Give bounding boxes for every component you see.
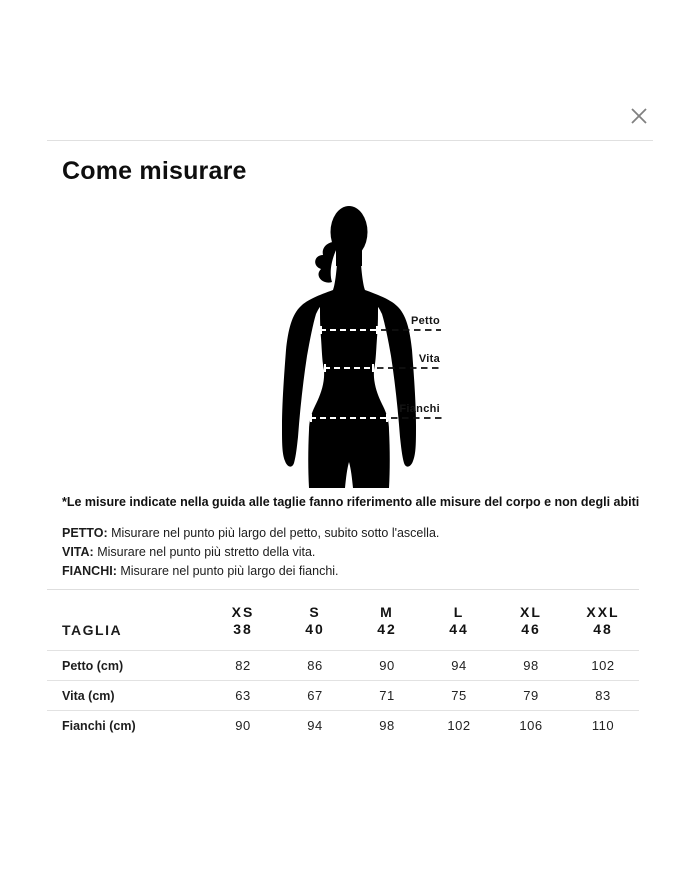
column-header-xxl <box>567 590 639 651</box>
cell-value: 102 <box>591 658 615 673</box>
cell-value: 106 <box>519 718 543 733</box>
header-divider <box>47 140 653 141</box>
cell-value: 82 <box>235 658 251 673</box>
size-label: M <box>380 604 394 620</box>
size-label: XXL <box>586 604 620 620</box>
cell-value: 90 <box>379 658 395 673</box>
cell-value: 90 <box>235 718 251 733</box>
cell-value: 94 <box>307 718 323 733</box>
row-label-vita: Vita (cm) <box>62 688 115 703</box>
instruction-vita <box>62 543 439 562</box>
measurement-note: *Le misure indicate nella guida alle taglie fanno riferimento alle misure del corpo e non degli abiti <box>62 495 640 509</box>
instruction-text-vita: Misurare nel punto più stretto della vita. <box>97 545 316 559</box>
instruction-petto <box>62 524 439 543</box>
size-number: 46 <box>521 621 541 637</box>
cell-value: 79 <box>523 688 539 703</box>
table-row-fianchi <box>47 711 639 741</box>
row-label-fianchi: Fianchi (cm) <box>62 718 136 733</box>
cell-value: 75 <box>451 688 467 703</box>
cell-value: 86 <box>307 658 323 673</box>
cell-value: 63 <box>235 688 251 703</box>
size-label: XL <box>520 604 542 620</box>
cell-value: 94 <box>451 658 467 673</box>
figure-label-vita: Vita <box>418 353 440 365</box>
column-header-m <box>351 590 423 651</box>
body-silhouette-image <box>278 198 448 488</box>
figure-label-petto: Petto <box>411 315 440 327</box>
size-number: 42 <box>377 621 397 637</box>
size-table-header-row <box>47 590 639 651</box>
size-number: 48 <box>593 621 613 637</box>
size-label: S <box>309 604 321 620</box>
close-button[interactable] <box>626 103 652 129</box>
table-row-vita <box>47 681 639 711</box>
column-header-xs <box>207 590 279 651</box>
column-header-xl <box>495 590 567 651</box>
table-row-petto <box>47 651 639 681</box>
instruction-text-fianchi: Misurare nel punto più largo dei fianchi. <box>120 564 339 578</box>
measurement-instructions <box>62 524 439 581</box>
cell-value: 83 <box>595 688 611 703</box>
size-number: 38 <box>233 621 253 637</box>
measurement-figure <box>278 198 448 488</box>
size-label: L <box>453 604 465 620</box>
cell-value: 98 <box>379 718 395 733</box>
close-icon <box>629 106 649 126</box>
size-label: XS <box>231 604 255 620</box>
column-header-s <box>279 590 351 651</box>
size-number: 40 <box>305 621 325 637</box>
instruction-term-petto: PETTO: <box>62 526 108 540</box>
size-table-container <box>47 589 653 740</box>
size-number: 44 <box>449 621 469 637</box>
row-label-petto: Petto (cm) <box>62 658 124 673</box>
cell-value: 98 <box>523 658 539 673</box>
cell-value: 67 <box>307 688 323 703</box>
instruction-fianchi <box>62 562 439 581</box>
cell-value: 110 <box>591 718 615 733</box>
instruction-term-vita: VITA: <box>62 545 94 559</box>
figure-label-fianchi: Fianchi <box>399 403 440 415</box>
instruction-text-petto: Misurare nel punto più largo del petto, subito sotto l'ascella. <box>111 526 440 540</box>
cell-value: 102 <box>447 718 471 733</box>
size-table <box>47 589 639 740</box>
instruction-term-fianchi: FIANCHI: <box>62 564 117 578</box>
page-title: Come misurare <box>62 157 247 185</box>
column-header-l <box>423 590 495 651</box>
size-table-corner-header: TAGLIA <box>62 622 123 638</box>
cell-value: 71 <box>379 688 395 703</box>
